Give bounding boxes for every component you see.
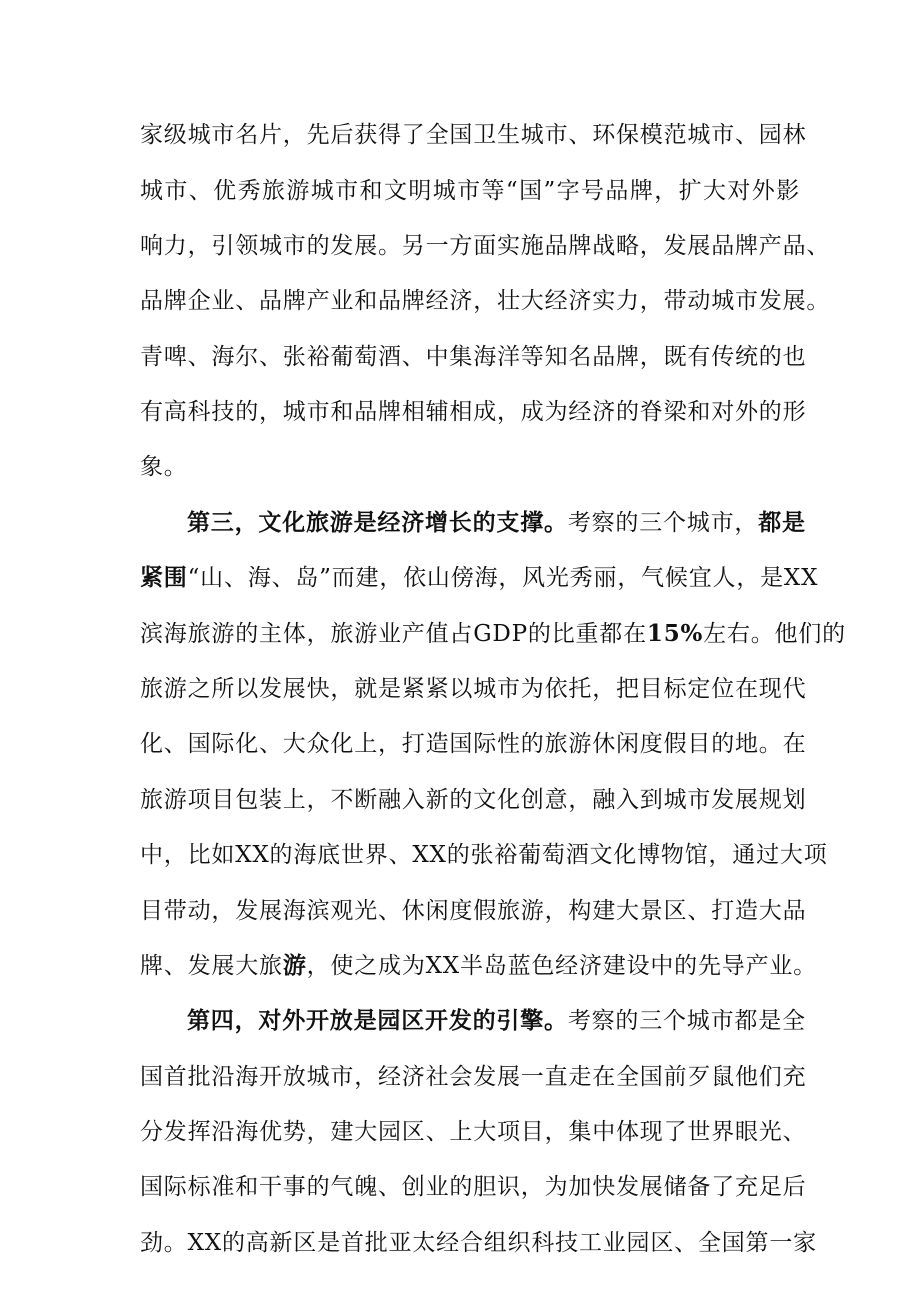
text-line-6 [140,392,807,432]
section-heading: 第三，文化旅游是经济增长的支撑。 [187,509,568,536]
text-line-10 [140,614,846,654]
text-segment: 旅游之所以发展快，就是紧紧以城市为依托，把目标定位在现代 [140,676,807,702]
text-line-1 [140,115,807,155]
text-line-14 [140,835,828,875]
heading-line-section-4 [187,1001,806,1041]
text-line-9 [140,558,819,598]
text-line-7 [140,447,800,487]
text-segment: 劲。XX的高新区是首批亚太经合组织科技工业园区、全国第一家 [140,1230,817,1256]
text-segment: 有高科技的，城市和品牌相辅相成，成为经济的脊梁和对外的形 [140,399,807,425]
text-line-16 [140,946,817,986]
bold-segment: 15% [646,620,704,647]
text-segment: 分发挥沿海优势，建大园区、上大项目，集中体现了世界眼光、 [140,1119,807,1145]
text-segment: 城市、优秀旅游城市和文明城市等“国”字号品牌，扩大对外影 [140,178,800,204]
text-segment: 滨海旅游的主体，旅游业产值占GDP的比重都在 [140,621,647,647]
text-line-3 [140,226,831,266]
text-line-21 [140,1223,817,1263]
text-line-4 [140,281,831,321]
bold-segment: 游 [282,952,307,979]
text-segment: 家级城市名片，先后获得了全国卫生城市、环保模范城市、园林 [140,122,807,148]
text-segment: 左右。他们的 [703,621,846,647]
text-segment: 响力，引领城市的发展。另一方面实施品牌战略，发展品牌产品、 [140,233,831,259]
text-segment: 国际标准和干事的气魄、创业的胆识，为加快发展储备了充足后 [140,1174,807,1200]
text-line-15 [140,891,807,931]
text-line-20 [140,1167,807,1207]
bold-segment: 都是 [758,509,806,536]
text-line-18 [140,1057,807,1097]
text-line-12 [140,724,807,764]
bold-segment: 紧围 [140,564,188,591]
text-segment: 牌、发展大旅 [140,953,283,979]
text-line-11 [140,669,807,709]
text-segment: 旅游项目包装上，不断融入新的文化创意，融入到城市发展规划 [140,787,807,813]
text-segment: 国首批沿海开放城市，经济社会发展一直走在全国前歹鼠他们充 [140,1064,807,1090]
text-segment: 目带动，发展海滨观光、休闲度假旅游，构建大景区、打造大品 [140,898,807,924]
heading-line-section-3 [187,503,806,543]
text-line-5 [140,337,807,377]
text-segment: 考察的三个城市都是全 [567,1008,806,1034]
text-line-2 [140,171,800,211]
text-segment: 象。 [140,454,188,480]
text-segment: ，使之成为XX半岛蓝色经济建设中的先导产业。 [306,953,817,979]
text-line-13 [140,780,807,820]
text-segment: 化、国际化、大众化上，打造国际性的旅游休闲度假目的地。在 [140,731,807,757]
text-segment: 品牌企业、品牌产业和品牌经济，壮大经济实力，带动城市发展。 [140,288,831,314]
text-line-19 [140,1112,807,1152]
text-segment: 考察的三个城市， [567,510,759,536]
text-segment: 中，比如XX的海底世界、XX的张裕葡萄酒文化博物馆，通过大项 [140,842,828,868]
text-segment: “山、海、岛”而建，依山傍海，风光秀丽，气候宜人，是XX [187,565,819,591]
text-segment: 青啤、海尔、张裕葡萄酒、中集海洋等知名品牌，既有传统的也 [140,344,807,370]
section-heading: 第四，对外开放是园区开发的引擎。 [187,1007,568,1034]
